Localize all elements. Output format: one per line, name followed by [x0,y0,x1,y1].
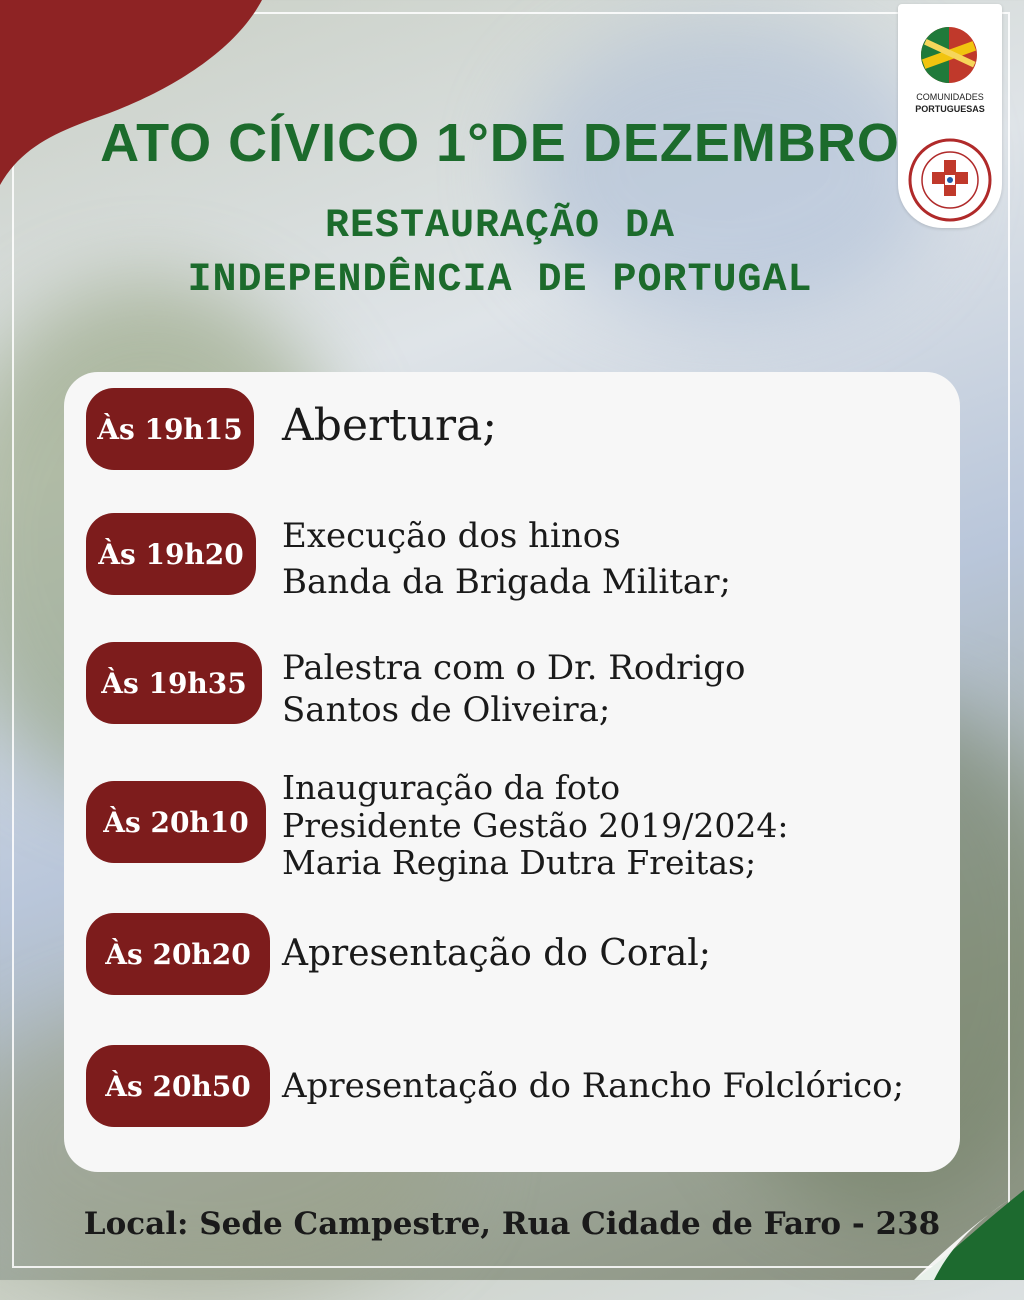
time-badge: Às 20h20 [86,913,270,995]
event-subtitle-line1: RESTAURAÇÃO DA [324,204,676,249]
schedule-item-text: Apresentação do Coral; [282,933,711,974]
time-badge: Às 20h10 [86,781,266,863]
schedule-item-text: Presidente Gestão 2019/2024: [282,806,789,845]
association-seal-icon [908,138,992,222]
logo-text-line2: PORTUGUESAS [915,104,985,114]
schedule-item-text: Banda da Brigada Militar; [282,562,731,602]
time-badge: Às 19h20 [86,513,256,595]
event-title: ATO CÍVICO 1°DE DEZEMBRO [100,113,900,173]
time-badge: Às 20h50 [86,1045,270,1127]
time-badge: Às 19h15 [86,388,254,470]
comunidades-portuguesas-logo-icon [918,24,980,86]
event-location: Local: Sede Campestre, Rua Cidade de Faro - 238 [83,1206,941,1242]
schedule-item-text: Maria Regina Dutra Freitas; [282,843,757,882]
schedule-item-text: Execução dos hinos [282,516,621,556]
event-subtitle-line2: INDEPENDÊNCIA DE PORTUGAL [187,258,813,303]
schedule-item-text: Santos de Oliveira; [282,690,611,730]
schedule-item-text: Palestra com o Dr. Rodrigo [282,648,746,688]
logo-card [898,4,1002,228]
schedule-item-text: Abertura; [282,400,498,451]
schedule-item-text: Apresentação do Rancho Folclórico; [282,1066,905,1106]
time-badge: Às 19h35 [86,642,262,724]
schedule-item-text: Inauguração da foto [282,768,621,807]
logo-text-line1: COMUNIDADES [916,92,984,102]
